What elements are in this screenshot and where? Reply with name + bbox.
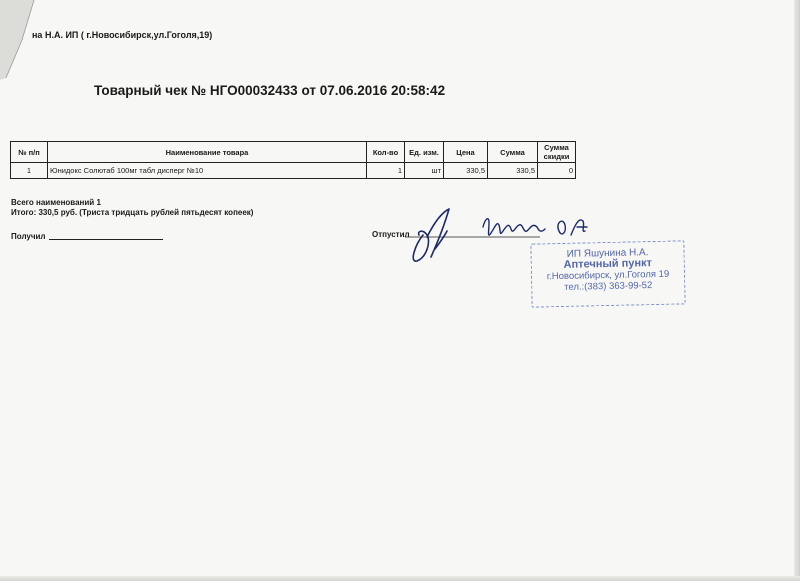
stamp-line2: Аптечный пункт: [563, 257, 653, 271]
total-amount: Итого: 330,5 руб. (Триста тридцать рублей пятьдесят копеек): [11, 208, 254, 217]
pharmacy-stamp: [530, 240, 685, 307]
col-sum-header: Сумма: [488, 142, 538, 163]
total-items: Всего наименований 1: [11, 198, 101, 207]
received-signature-line: [49, 239, 163, 240]
stamp-line4: тел.:(383) 363-99-52: [564, 280, 653, 293]
items-table: [10, 141, 576, 179]
stamp-line1: ИП Яшунина Н.А.: [566, 247, 649, 260]
seller-line: на Н.А. ИП ( г.Новосибирск,ул.Гоголя,19): [32, 30, 213, 40]
row-unit: шт: [405, 163, 444, 179]
col-price-header: Цена: [444, 142, 488, 163]
receipt-title: Товарный чек № НГО00032433 от 07.06.2016 20:58:42: [94, 83, 446, 98]
folded-corner: [0, 0, 40, 80]
row-qty: 1: [367, 163, 405, 179]
col-qty-header: Кол-во: [367, 142, 405, 163]
table-row: [11, 163, 576, 179]
discount-header-line1: Сумма: [544, 143, 569, 152]
row-price: 330,5: [444, 163, 488, 179]
col-name-header: Наименование товара: [48, 142, 367, 163]
row-name: Юнидокс Солютаб 100мг табл дисперг №10: [48, 163, 367, 179]
col-discount-header: [538, 142, 576, 163]
table-header-row: [11, 142, 576, 163]
row-num: 1: [11, 163, 48, 179]
page-edge: [794, 0, 800, 581]
row-discount: 0: [538, 163, 576, 179]
col-num-header: № п/п: [11, 142, 48, 163]
col-unit-header: Ед. изм.: [405, 142, 444, 163]
received-label: Получил: [11, 232, 46, 241]
row-sum: 330,5: [488, 163, 538, 179]
discount-header-line2: скидки: [543, 152, 570, 161]
released-label: Отпустил: [372, 230, 410, 239]
stamp-line3: г.Новосибирск, ул.Гоголя 19: [546, 268, 670, 283]
page-edge-bottom: [0, 576, 800, 581]
